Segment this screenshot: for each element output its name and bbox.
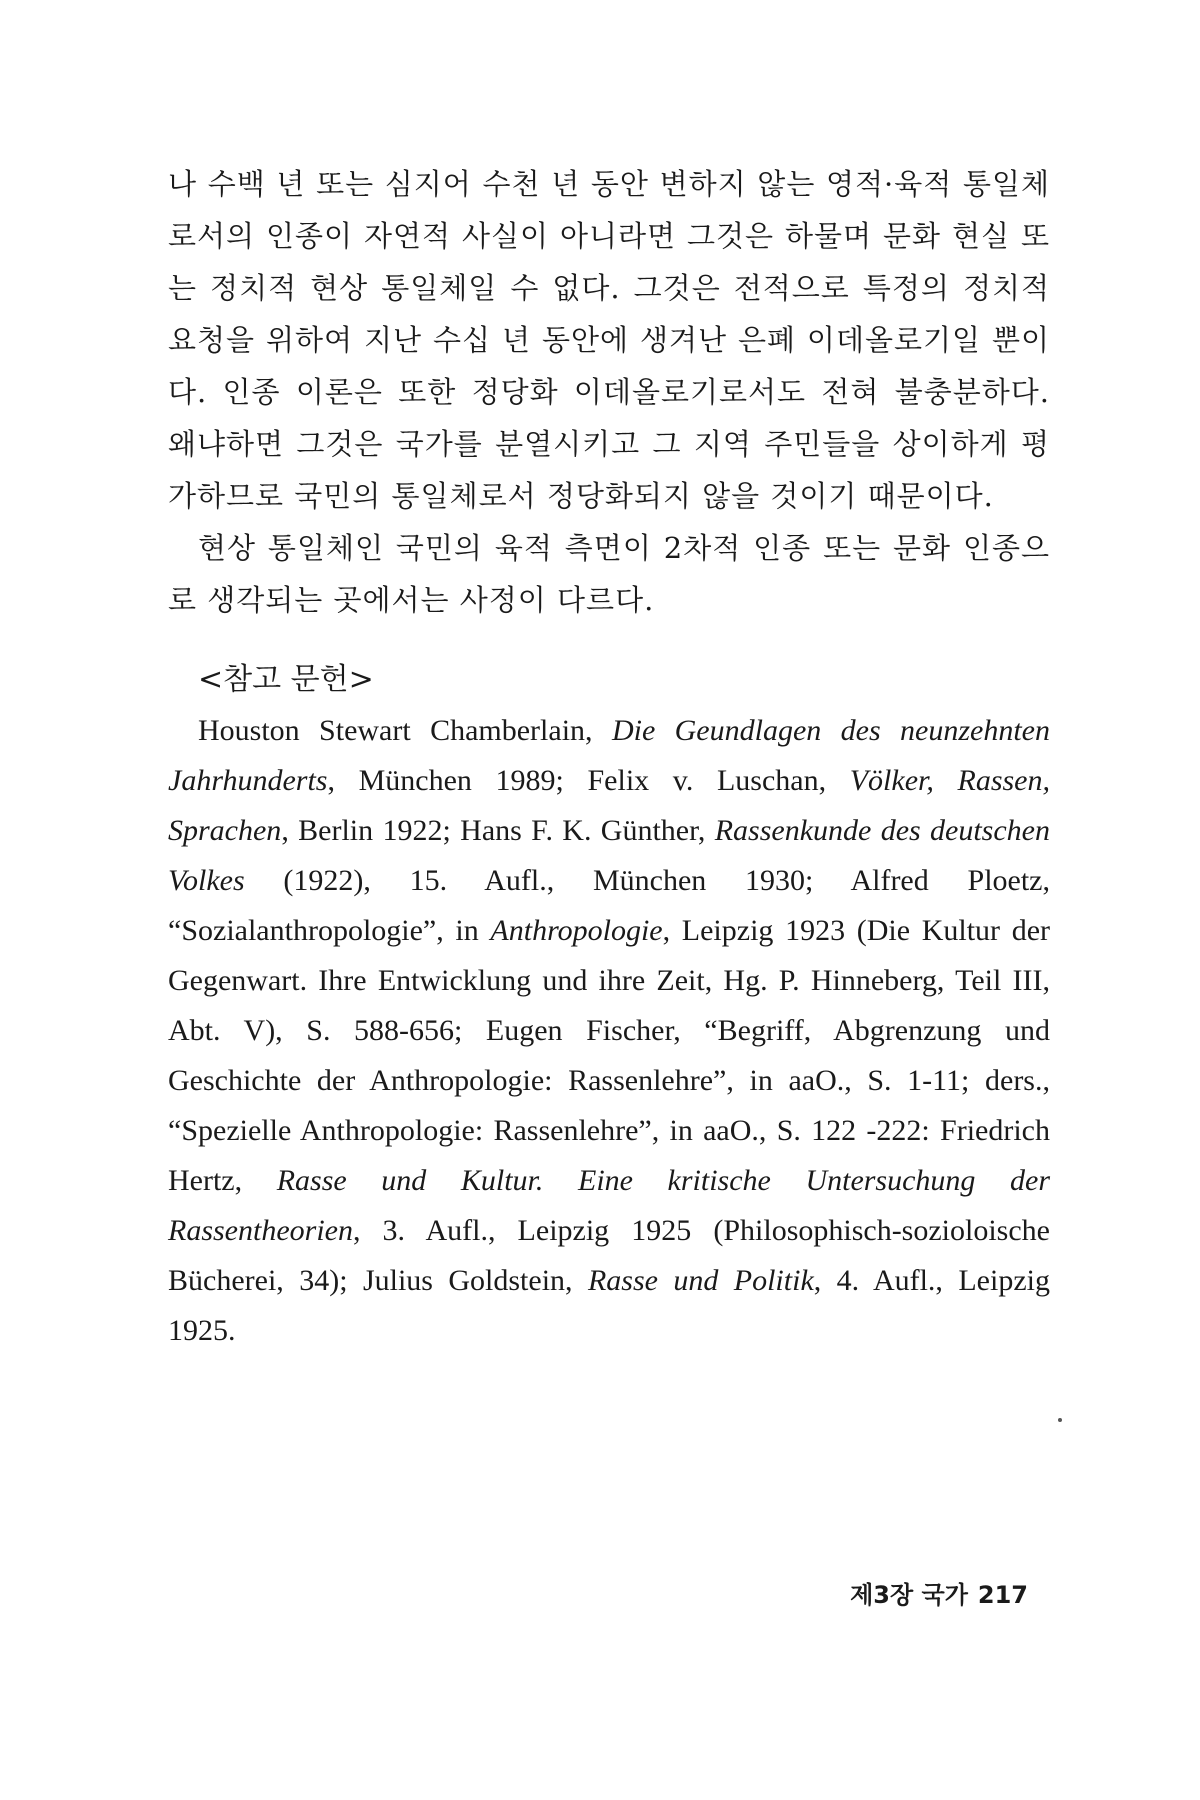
- page-number: 217: [977, 1581, 1028, 1609]
- body-text: [168, 158, 1050, 626]
- ref-title: Rassenkunde des deutschen Volkes: [168, 814, 1050, 897]
- ref-title: Rasse und Kultur. Eine kritische Untersuchung der Rassentheorien: [168, 1164, 1050, 1247]
- page-footer: [840, 1575, 1028, 1610]
- ref-segment: , Leipzig 1923 (Die Kultur der Gegenwart. Ihre Entwicklung und ihre Zeit, Hg. P. Hinneberg, Teil III, Abt. V), S. 588-656; Eugen Fischer, “Begriff, Abgrenzung und Geschichte der Anthropologie: Rassenlehre”, in aaO., S. 1-11; ders., “Spezielle Anthropologie: Rassenlehre”, in aaO., S. 122 -222: Friedrich Hertz,: [168, 914, 1051, 1197]
- ref-title: Die Geundlagen des neunzehnten Jahrhunderts: [168, 714, 1050, 797]
- ref-title: Rasse und Politik: [587, 1264, 814, 1297]
- ref-segment: (1922), 15. Aufl., München 1930; Alfred Ploetz, “Sozialanthropologie”, in: [168, 864, 1050, 947]
- ref-title: Völker, Rassen, Sprachen: [168, 764, 1050, 847]
- ref-segment: , 3. Aufl., Leipzig 1925 (Philosophisch-sozioloische Bücherei, 34); Julius Goldstein,: [168, 1214, 1050, 1297]
- paragraph: 현상 통일체인 국민의 육적 측면이 2차적 인종 또는 문화 인종으로 생각되는 곳에서는 사정이 다르다.: [168, 531, 1050, 617]
- scan-dot: [1058, 1418, 1062, 1422]
- ref-segment: Houston Stewart Chamberlain,: [198, 714, 612, 747]
- ref-segment: , Berlin 1922; Hans F. K. Günther,: [281, 814, 715, 847]
- references-list: [168, 706, 1050, 1356]
- paragraph: 나 수백 년 또는 심지어 수천 년 동안 변하지 않는 영적·육적 통일체로서의 인종이 자연적 사실이 아니라면 그것은 하물며 문화 현실 또는 정치적 현상 통일체일 수 없다. 그것은 전적으로 특정의 정치적 요청을 위하여 지난 수십 년 동안에 생겨난 은폐 이데올로기일 뿐이다. 인종 이론은 또한 정당화 이데올로기로서도 전혀 불충분하다. 왜냐하면 그것은 국가를 분열시키고 그 지역 주민들을 상이하게 평가하므로 국민의 통일체로서 정당화되지 않을 것이기 때문이다.: [168, 167, 1050, 513]
- ref-segment: , München 1989; Felix v. Luschan,: [327, 764, 850, 797]
- references-heading: <참고 문헌>: [198, 662, 374, 697]
- ref-title: Anthropologie: [490, 914, 663, 947]
- ref-segment: , 4. Aufl., Leipzig 1925.: [168, 1264, 1050, 1347]
- chapter-label: 제3장 국가: [850, 1581, 968, 1609]
